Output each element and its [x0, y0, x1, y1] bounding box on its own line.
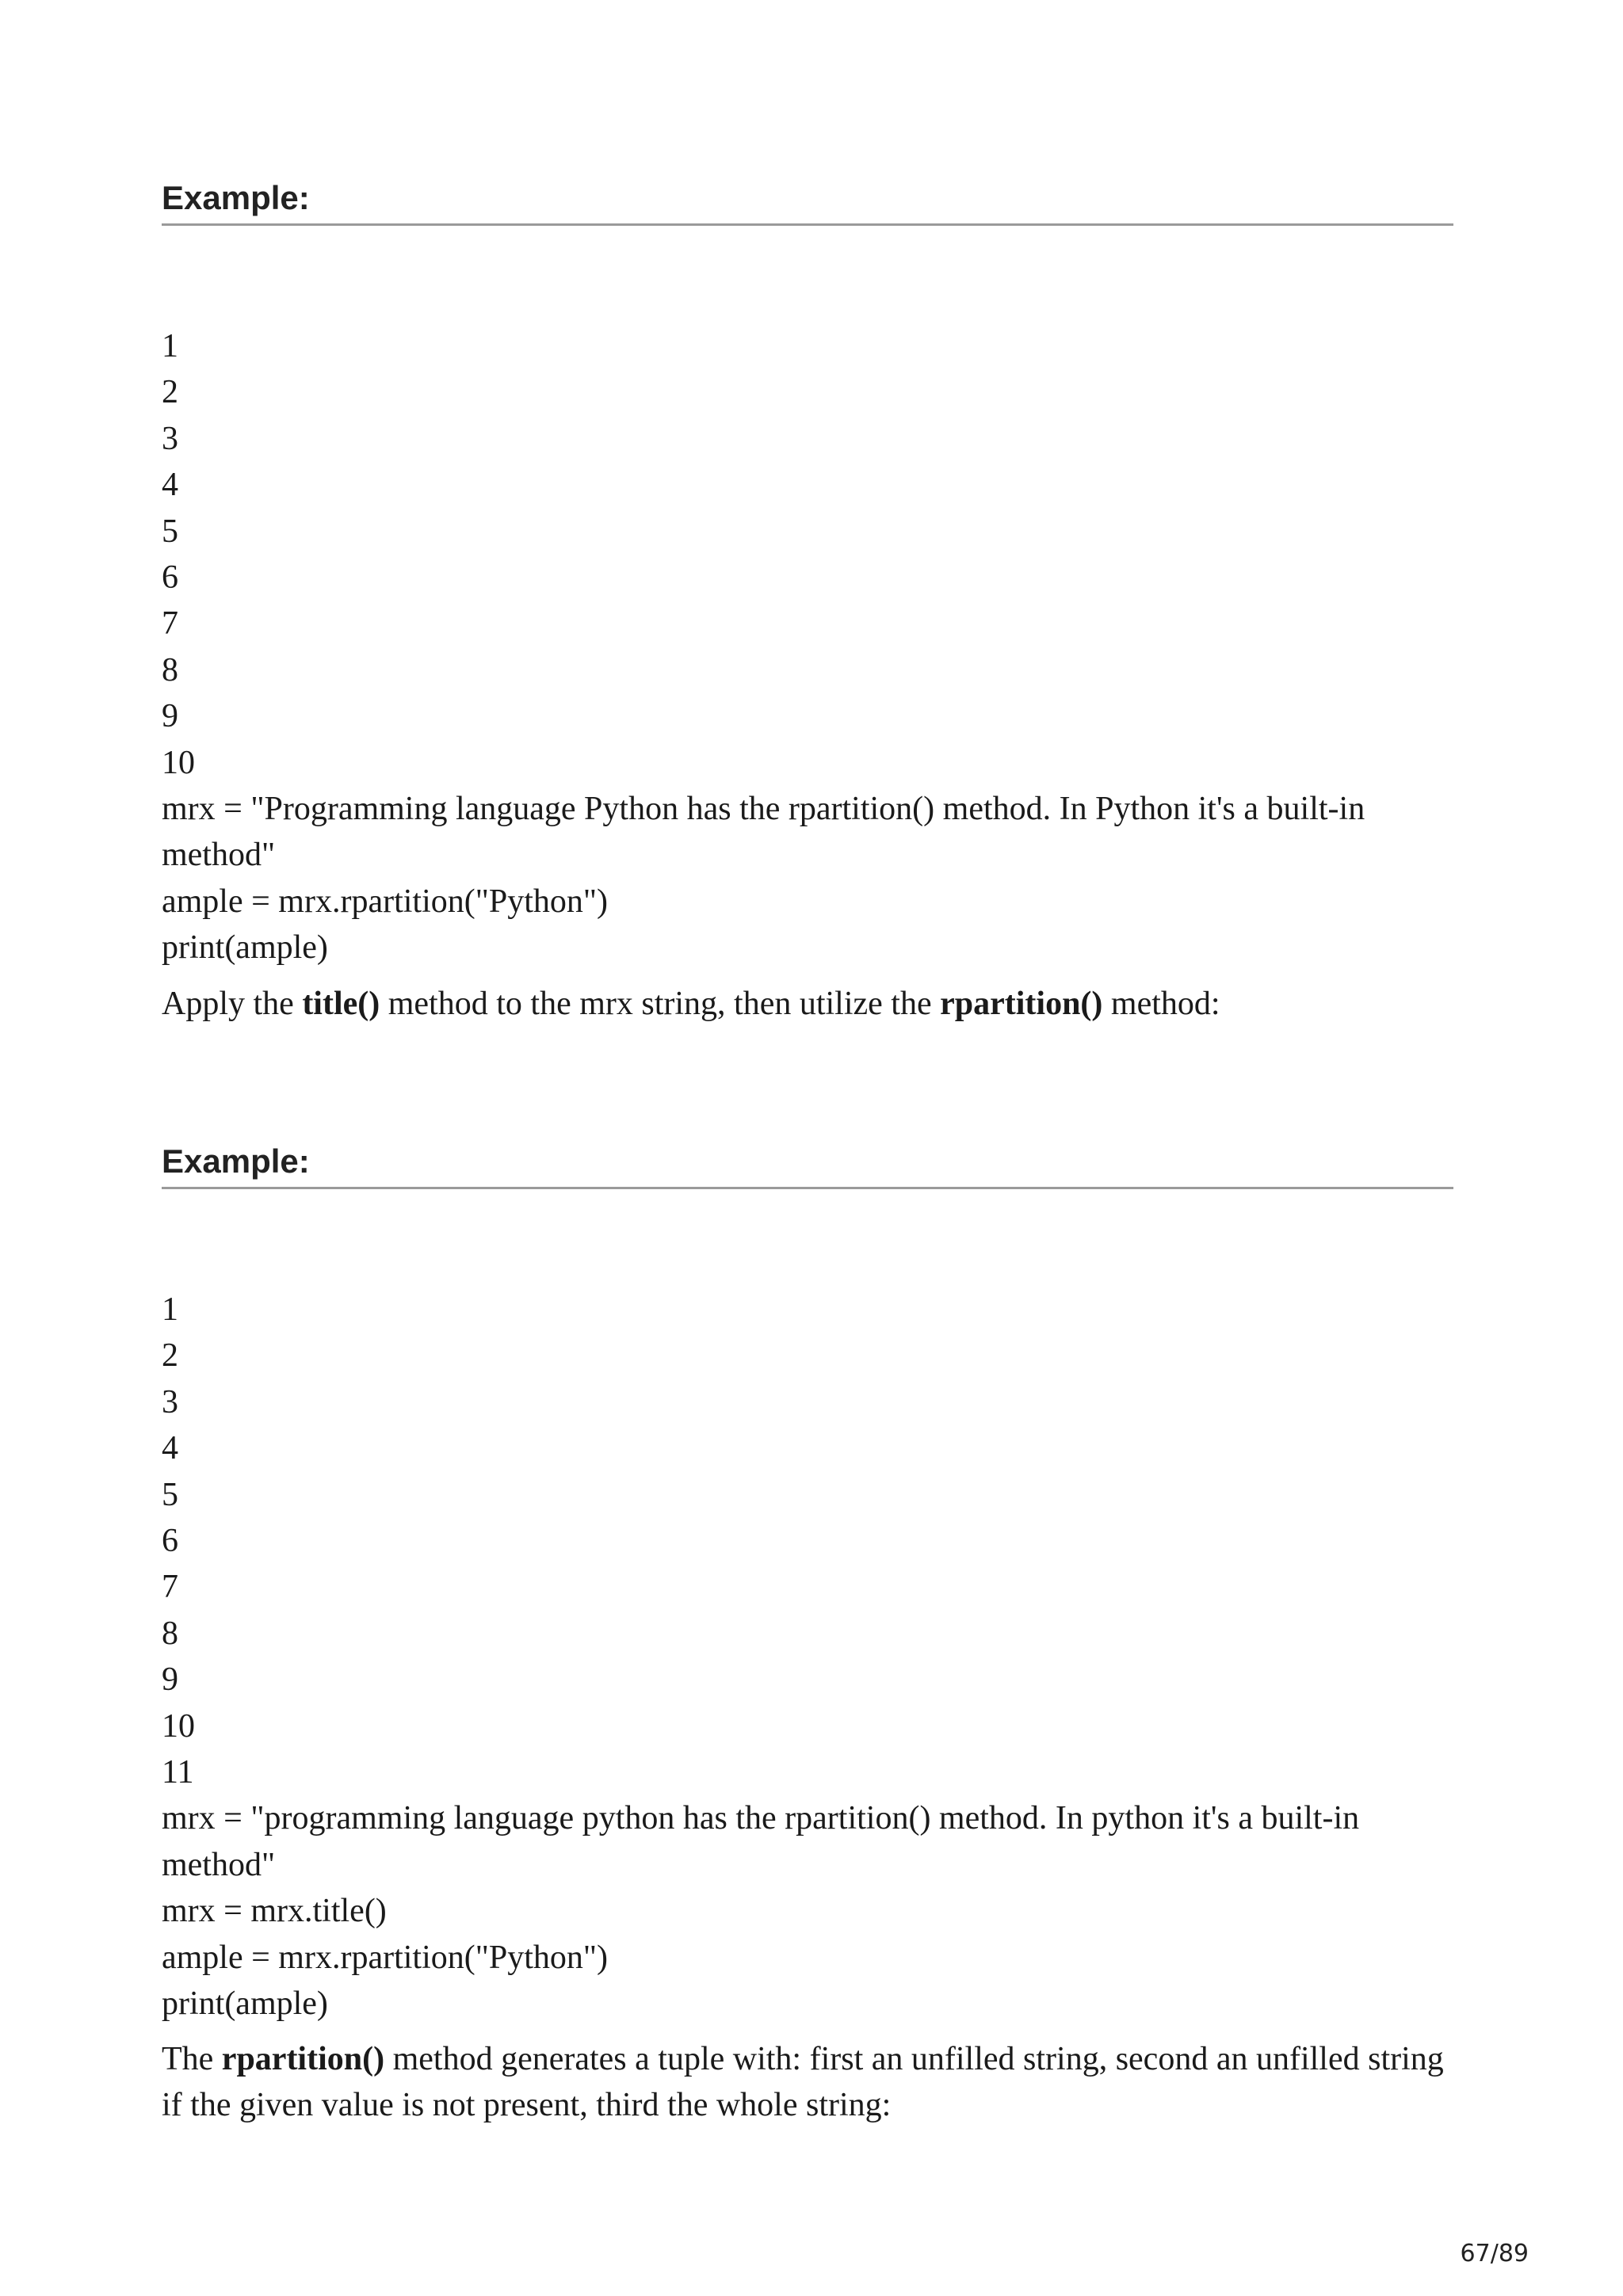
- text-run: method:: [1102, 985, 1220, 1022]
- line-number: 5: [162, 513, 178, 550]
- line-number: 1: [162, 1291, 178, 1328]
- code-lines: [162, 1795, 1453, 2027]
- code-line: print(ample): [162, 929, 328, 967]
- code-line: ample = mrx.rpartition("Python"): [162, 1939, 609, 1976]
- code-line: mrx = mrx.title(): [162, 1893, 387, 1930]
- code-block: [162, 1287, 1453, 2027]
- line-number: 6: [162, 559, 178, 596]
- bold-method-name: title(): [302, 985, 380, 1022]
- line-number: 4: [162, 1430, 178, 1467]
- line-number: 3: [162, 1383, 178, 1421]
- line-number: 5: [162, 1476, 178, 1513]
- line-numbers: [162, 323, 1453, 786]
- page-number: 67/89: [1460, 2240, 1529, 2267]
- line-number: 10: [162, 744, 195, 781]
- line-number: 4: [162, 467, 178, 504]
- text-run: Apply the: [162, 985, 303, 1022]
- code-line: mrx = "Programming language Python has the rpartition() method. In Python it's a built-in method": [162, 790, 1365, 874]
- example-heading: Example:: [162, 179, 1453, 226]
- body-paragraph: [162, 2036, 1453, 2128]
- line-number: 2: [162, 374, 178, 411]
- line-number: 11: [162, 1753, 194, 1791]
- line-number: 1: [162, 328, 178, 364]
- example-section-2: [162, 1142, 1453, 2128]
- example-heading: Example:: [162, 1142, 1453, 1189]
- line-number: 10: [162, 1707, 195, 1745]
- line-number: 8: [162, 651, 178, 688]
- text-run: The: [162, 2041, 222, 2078]
- text-run: method to the mrx string, then utilize the: [380, 985, 941, 1022]
- line-number: 7: [162, 1569, 178, 1606]
- code-block: [162, 323, 1453, 971]
- code-lines: [162, 786, 1453, 971]
- example-section-1: [162, 179, 1453, 1027]
- code-line: print(ample): [162, 1985, 328, 2022]
- line-number: 6: [162, 1522, 178, 1559]
- body-paragraph: [162, 981, 1453, 1027]
- line-number: 7: [162, 605, 178, 643]
- bold-method-name: rpartition(): [221, 2041, 385, 2078]
- line-number: 2: [162, 1337, 178, 1375]
- code-line: ample = mrx.rpartition("Python"): [162, 883, 609, 920]
- line-number: 9: [162, 1661, 178, 1699]
- line-number: 3: [162, 420, 178, 457]
- line-number: 8: [162, 1615, 178, 1652]
- text-run: method generates a tuple with: first an unfilled string, second an unfilled string if the given value is not present, third the whole string:: [162, 2041, 1444, 2124]
- line-numbers: [162, 1287, 1453, 1795]
- code-line: mrx = "programming language python has the rpartition() method. In python it's a built-in method": [162, 1800, 1360, 1883]
- bold-method-name: rpartition(): [940, 985, 1103, 1022]
- line-number: 9: [162, 698, 178, 735]
